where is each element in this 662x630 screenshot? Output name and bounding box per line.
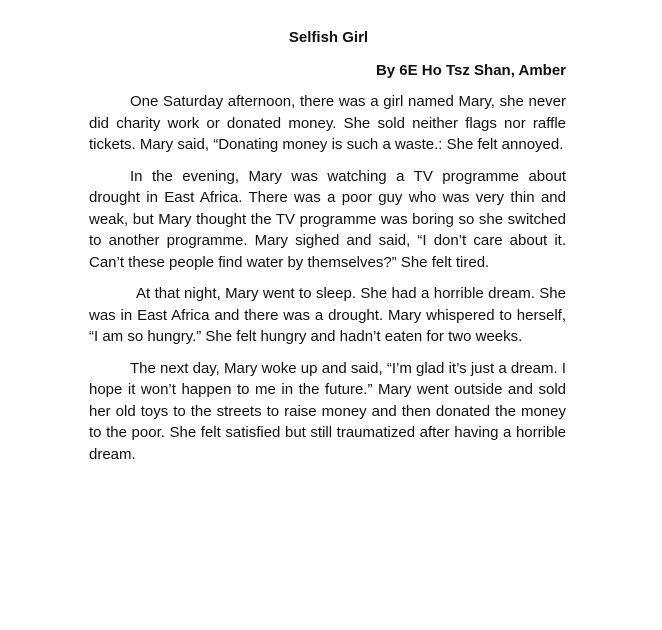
paragraph-1: One Saturday afternoon, there was a girl named Mary, she never did charity work or donated money. She sold neither flags nor raffle tickets. Mary said, “Donating money is such a waste.: She felt annoyed. bbox=[89, 93, 566, 153]
paragraph-2: In the evening, Mary was watching a TV programme about drought in East Africa. There was a poor guy who was very thin and weak, but Mary thought the TV programme was boring so she switched to another programme. Mary sighed and said, “I don’t care about it. Can’t these people find water by themselves?” She felt tired. bbox=[89, 167, 566, 271]
story-title: Selfish Girl bbox=[288, 29, 369, 46]
author-byline: By 6E Ho Tsz Shan, Amber bbox=[375, 62, 566, 79]
paragraph-4: The next day, Mary woke up and said, “I’m glad it’s just a dream. I hope it won’t happen to me in the future.” Mary went outside and sold her old toys to the streets to raise money and then donated the money to the poor. She felt satisfied but still traumatized after having a horrible dream. bbox=[89, 359, 566, 463]
paragraph-3: At that night, Mary went to sleep. She had a horrible dream. She was in East Africa and there was a drought. Mary whispered to herself, “I am so hungry.” She felt hungry and hadn’t eaten for two weeks. bbox=[89, 285, 566, 345]
document-page bbox=[89, 22, 566, 465]
